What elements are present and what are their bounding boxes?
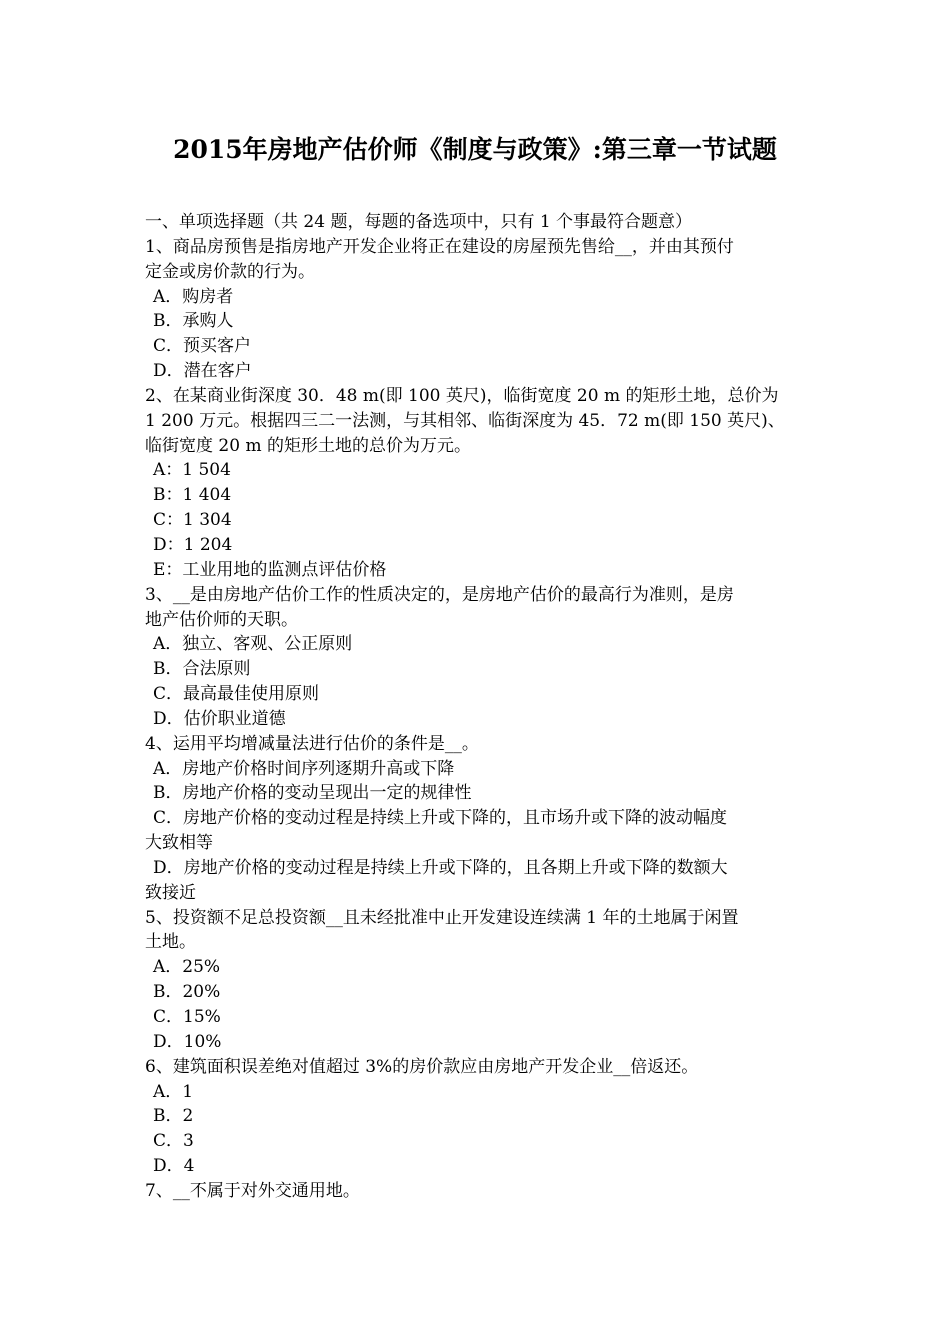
option-c: C．3 xyxy=(153,1131,194,1152)
question-text: 1、商品房预售是指房地产开发企业将正在建设的房屋预先售给__，并由其预付 xyxy=(145,236,734,257)
section-heading: 一、单项选择题（共 24 题，每题的备选项中，只有 1 个事最符合题意） xyxy=(145,212,693,232)
option-c: C．预买客户 xyxy=(153,336,252,357)
document-title: 2015年房地产估价师《制度与政策》:第三章一节试题 xyxy=(173,135,777,164)
option-b: B．承购人 xyxy=(153,311,234,332)
option-d: D．房地产价格的变动过程是持续上升或下降的，且各期上升或下降的数额大 xyxy=(153,857,728,878)
option-c: C．15% xyxy=(153,1007,221,1027)
question-text: 7、__不属于对外交通用地。 xyxy=(145,1180,360,1201)
question-text: 5、投资额不足总投资额__且未经批准中止开发建设连续满 1 年的土地属于闲置 xyxy=(145,907,739,928)
question-6 xyxy=(145,1055,809,1179)
question-text: 2、在某商业街深度 30．48 m(即 100 英尺)，临街宽度 20 m 的矩形土地，总价为 xyxy=(145,385,779,406)
option-b: B．20% xyxy=(153,982,221,1003)
option-d: D．4 xyxy=(153,1156,195,1177)
option-a: A．房地产价格时间序列逐期升高或下降 xyxy=(153,758,455,779)
option-a: A．购房者 xyxy=(153,286,234,307)
question-2 xyxy=(145,384,809,583)
option-d: D：1 204 xyxy=(153,534,233,555)
question-text: 临街宽度 20 m 的矩形土地的总价为万元。 xyxy=(145,435,471,456)
question-text: 1 200 万元。根据四三二一法测，与其相邻、临街深度为 45．72 m(即 150 英尺)、 xyxy=(145,410,785,431)
option-c: C．房地产价格的变动过程是持续上升或下降的，且市场升或下降的波动幅度 xyxy=(153,808,728,829)
option-c: C．最高最佳使用原则 xyxy=(153,684,320,705)
option-c-continued: 大致相等 xyxy=(145,833,213,854)
option-b: B．2 xyxy=(153,1106,194,1127)
question-text: 3、__是由房地产估价工作的性质决定的，是房地产估价的最高行为准则，是房 xyxy=(145,584,734,605)
option-d: D．10% xyxy=(153,1031,222,1052)
option-a: A：1 504 xyxy=(153,460,231,481)
question-text: 土地。 xyxy=(145,932,196,953)
option-d: D．估价职业道德 xyxy=(153,708,286,729)
option-d-continued: 致接近 xyxy=(145,882,196,903)
question-1 xyxy=(145,235,809,384)
document-body xyxy=(145,210,809,1204)
question-3 xyxy=(145,583,809,732)
option-c: C：1 304 xyxy=(153,510,232,531)
option-d: D．潜在客户 xyxy=(153,361,252,382)
option-a: A．独立、客观、公正原则 xyxy=(153,634,353,655)
option-e: E：工业用地的监测点评估价格 xyxy=(153,559,387,580)
option-b: B：1 404 xyxy=(153,485,232,506)
question-text: 6、建筑面积误差绝对值超过 3%的房价款应由房地产开发企业__倍返还。 xyxy=(145,1056,699,1077)
question-7 xyxy=(145,1179,809,1204)
option-b: B．房地产价格的变动呈现出一定的规律性 xyxy=(153,783,472,804)
question-4 xyxy=(145,732,809,906)
option-b: B．合法原则 xyxy=(153,659,251,680)
question-5 xyxy=(145,906,809,1055)
question-text: 定金或房价款的行为。 xyxy=(145,261,315,282)
question-text: 地产估价师的天职。 xyxy=(145,609,298,630)
option-a: A．25% xyxy=(153,957,221,978)
option-a: A．1 xyxy=(153,1081,194,1102)
question-text: 4、运用平均增减量法进行估价的条件是__。 xyxy=(145,733,479,754)
